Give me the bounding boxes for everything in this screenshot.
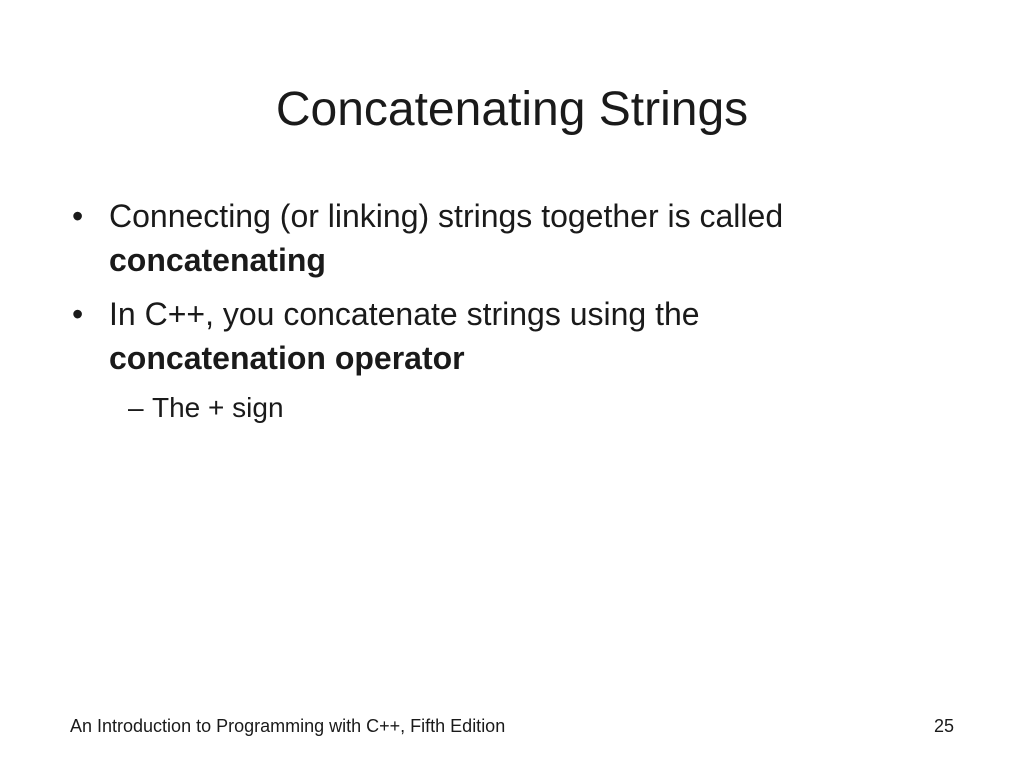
bullet-bold-text: concatenation operator [109,340,465,376]
sub-bullet-marker: – [128,392,144,423]
bullet-text: Connecting (or linking) strings together is called [109,198,784,234]
sub-bullet-text: The + sign [152,392,284,423]
bullet-bold-text: concatenating [109,242,326,278]
bullet-item [72,292,952,380]
bullet-marker: • [72,198,84,234]
bullet-item [72,194,952,282]
sub-bullet-item [72,388,952,428]
slide-content [72,194,952,428]
bullet-text: In C++, you concatenate strings using the [109,296,700,332]
footer-page-number: 25 [933,716,954,736]
footer-book-title: An Introduction to Programming with C++, Fifth Edition [70,716,506,736]
slide-title: Concatenating Strings [275,83,749,136]
bullet-marker: • [72,296,84,332]
